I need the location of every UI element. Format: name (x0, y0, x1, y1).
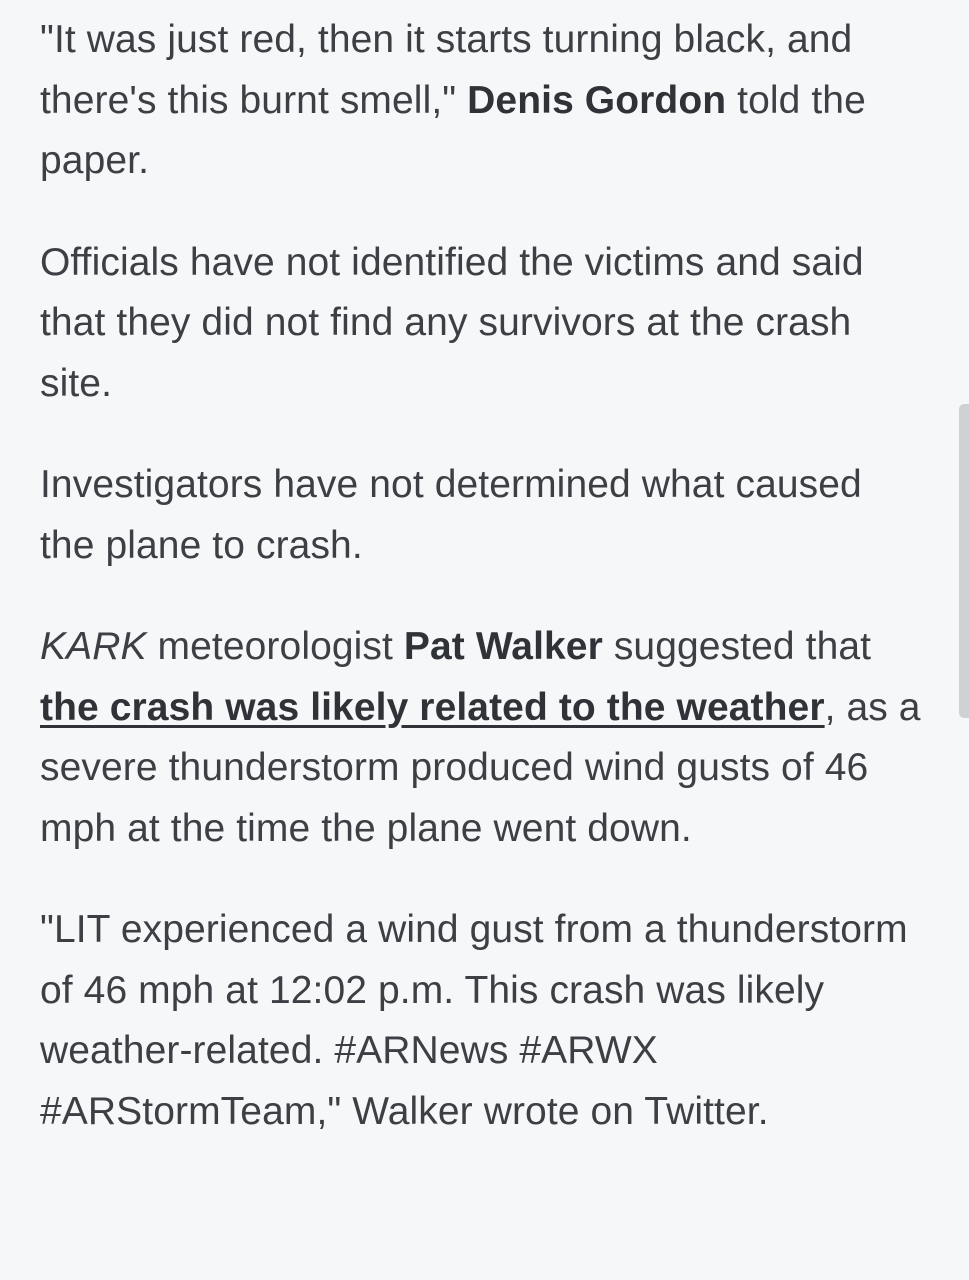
investigators-text: Investigators have not determined what caused the plane to crash. (40, 463, 862, 567)
victims-text: Officials have not identified the victims and said that they did not find any survivors at the crash site. (40, 240, 864, 405)
outlet-name: KARK (40, 625, 147, 668)
weather-related-link[interactable]: the crash was likely related to the weather (40, 685, 825, 729)
suggested-text: suggested that (602, 625, 872, 668)
paragraph-victims (40, 233, 925, 415)
quote-text: "It was just red, then it starts turning black, and there's this burnt smell," (40, 18, 853, 122)
attribution-text: told the paper. (40, 78, 866, 182)
paragraph-meteorologist (40, 617, 925, 859)
paragraph-gordon-quote (40, 10, 925, 192)
article-body (40, 10, 925, 1183)
paragraph-investigators (40, 455, 925, 576)
scrollbar-thumb[interactable] (959, 404, 969, 718)
walker-tweet-text: "LIT experienced a wind gust from a thunderstorm of 46 mph at 12:02 p.m. This crash was likely weather-related. #ARNews #ARWX #ARStormTeam," Walker wrote on Twitter. (40, 908, 908, 1133)
person-name-pat-walker: Pat Walker (403, 625, 603, 668)
thunderstorm-text: , as a severe thunderstorm produced wind gusts of 46 mph at the time the plane went down. (40, 685, 921, 850)
meteorologist-text: meteorologist (146, 625, 404, 668)
paragraph-walker-quote (40, 900, 925, 1142)
person-name-denis-gordon: Denis Gordon (467, 78, 727, 122)
